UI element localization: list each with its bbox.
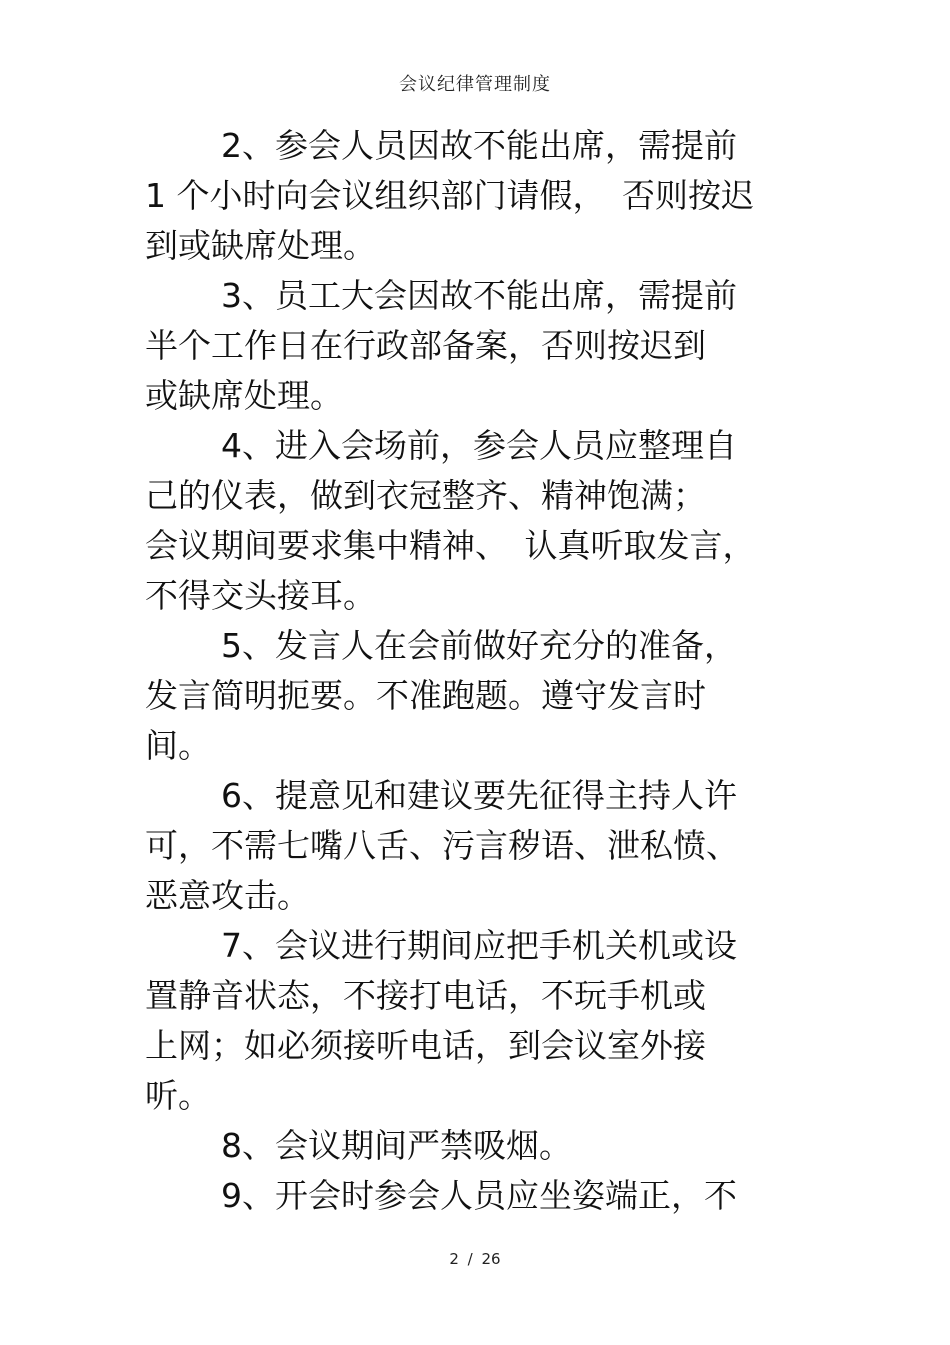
text-line: 到或缺席处理。 <box>145 226 376 265</box>
text-line: 上网；如必须接听电话，到会议室外接 <box>145 1026 706 1065</box>
text-line: 半个工作日在行政部备案，否则按迟到 <box>145 326 706 365</box>
document-body <box>145 121 805 1221</box>
text-line: 听。 <box>145 1076 211 1115</box>
text-line: 4、进入会场前，参会人员应整理自 <box>221 426 737 465</box>
text-line: 5、发言人在会前做好充分的准备， <box>221 626 737 665</box>
text-line: 不得交头接耳。 <box>145 576 376 615</box>
page-number-indicator: 2 / 26 <box>449 1250 501 1268</box>
text-line: 1 个小时向会议组织部门请假， 否则按迟 <box>145 176 754 215</box>
text-line: 置静音状态，不接打电话，不玩手机或 <box>145 976 706 1015</box>
text-line: 可，不需七嘴八舌、污言秽语、泄私愤、 <box>145 826 739 865</box>
text-line: 3、员工大会因故不能出席，需提前 <box>221 276 737 315</box>
text-line: 发言简明扼要。不准跑题。遵守发言时 <box>145 676 706 715</box>
text-line: 间。 <box>145 726 211 765</box>
text-line: 7、会议进行期间应把手机关机或设 <box>221 926 737 965</box>
text-line: 会议期间要求集中精神、 认真听取发言， <box>145 526 756 565</box>
text-line: 8、会议期间严禁吸烟。 <box>221 1126 572 1165</box>
text-line: 9、开会时参会人员应坐姿端正，不 <box>221 1176 737 1215</box>
text-line: 恶意攻击。 <box>145 876 310 915</box>
text-line: 己的仪表，做到衣冠整齐、精神饱满； <box>145 476 706 515</box>
text-line: 2、参会人员因故不能出席，需提前 <box>221 126 737 165</box>
text-line: 或缺席处理。 <box>145 376 343 415</box>
text-line: 6、提意见和建议要先征得主持人许 <box>221 776 737 815</box>
page-header-title: 会议纪律管理制度 <box>399 74 551 95</box>
